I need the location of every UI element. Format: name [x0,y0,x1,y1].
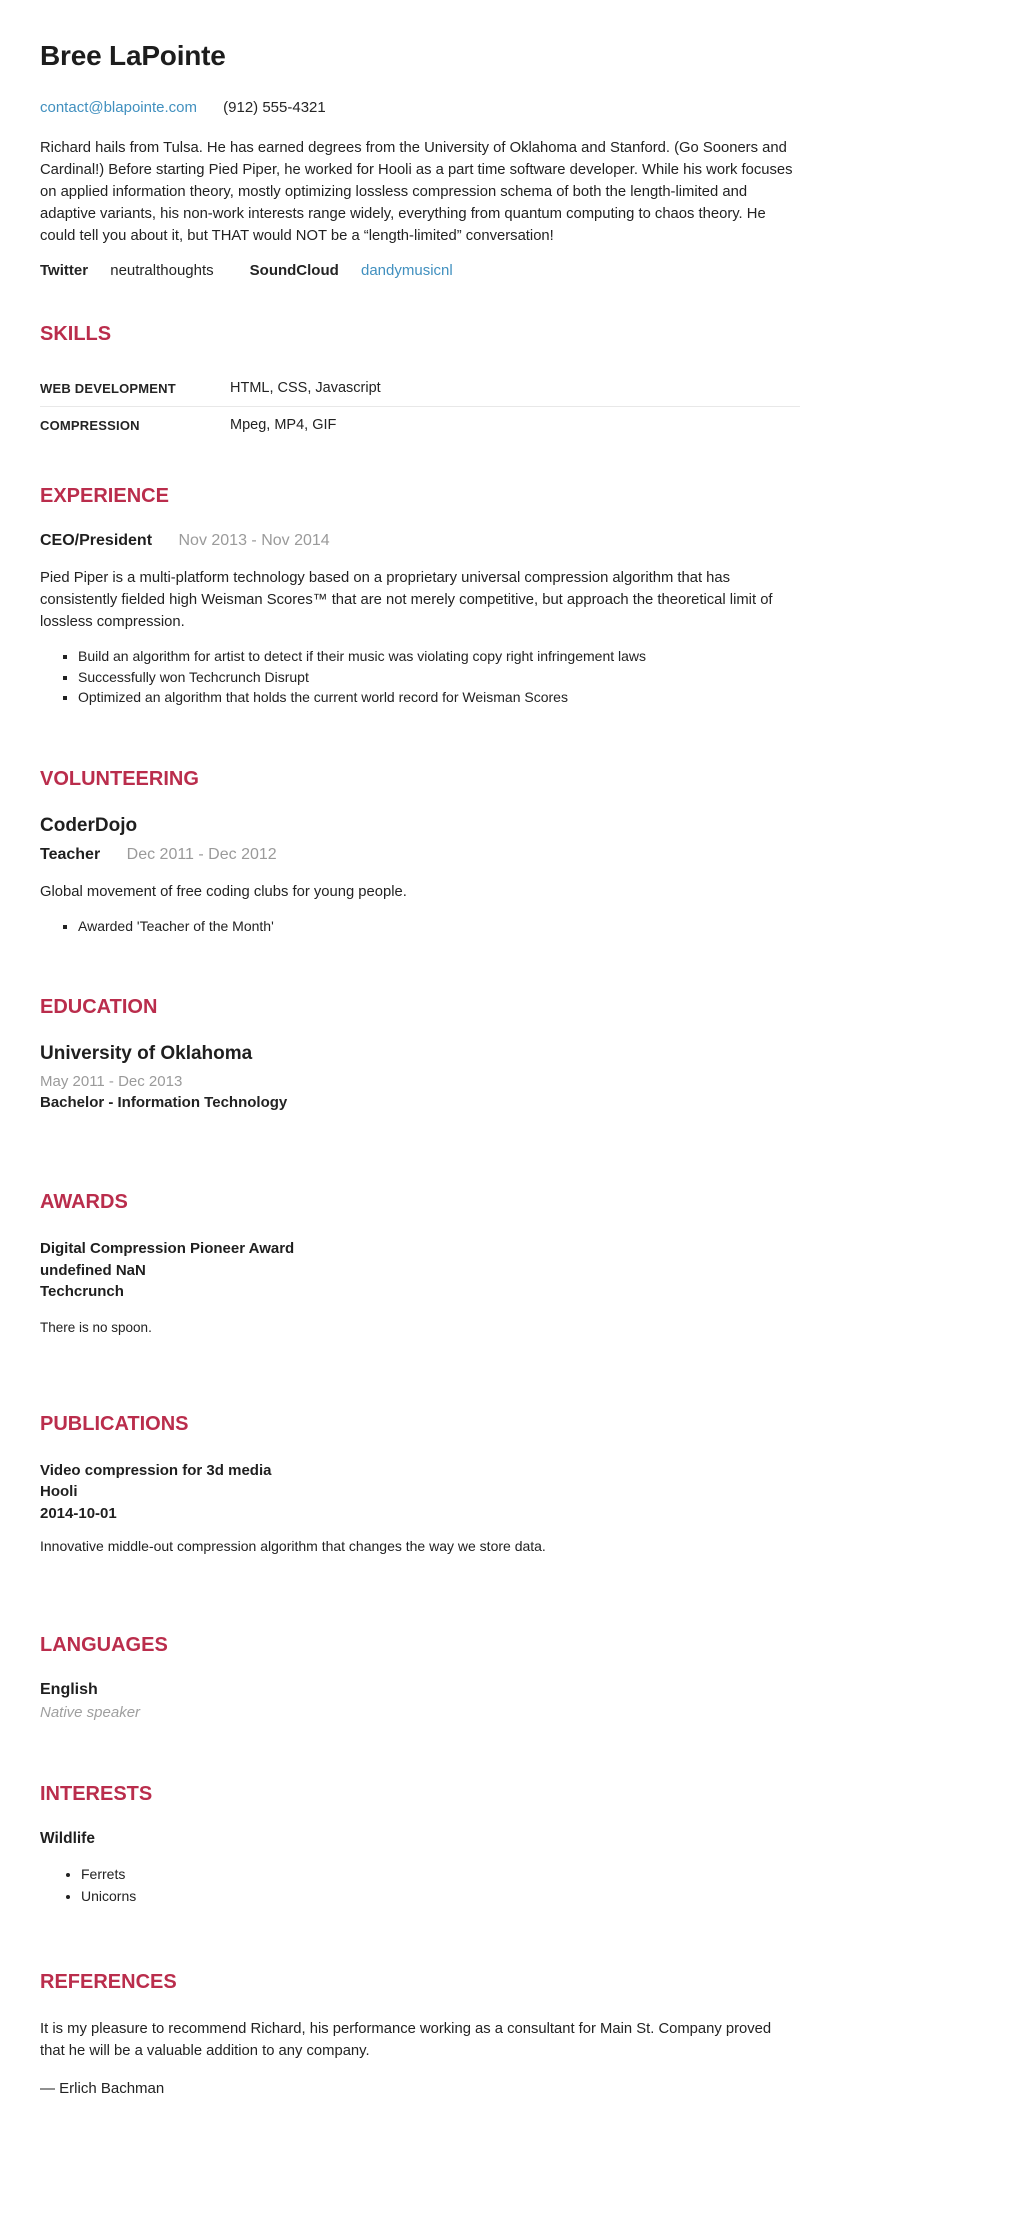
profile-username-link[interactable]: dandymusicnl [360,262,453,279]
social-profiles [40,262,800,279]
highlight-item: ▪ Optimized an algorithm that holds the current world record for Weisman Scores [78,687,800,708]
resume-header [40,40,800,279]
section-title-experience: EXPERIENCE [40,485,169,507]
award-summary: There is no spoon. [40,1319,152,1335]
reference-text: It is my pleasure to recommend Richard, his performance working as a consultant for Main St. Company proved that he will be a valuable addition to any company. [40,2021,772,2059]
volunteer-organization: CoderDojo [40,814,138,836]
education-institution: University of Oklahoma [40,1043,253,1064]
volunteer-position: Teacher [40,845,101,863]
section-title-publications: PUBLICATIONS [40,1412,189,1435]
reference-entry [40,2018,800,2097]
section-education [40,996,800,1111]
candidate-name: Bree LaPointe [40,40,226,71]
interest-keywords [40,1863,800,1907]
profile-network-label: Twitter [40,262,89,279]
award-date: undefined NaN [40,1261,146,1279]
award-awarder: Techcrunch [40,1283,124,1300]
highlight-item: ▪ Awarded 'Teacher of the Month' [78,916,800,937]
profile-soundcloud [250,262,453,279]
section-skills [40,323,800,443]
section-interests [40,1783,800,1907]
education-entry [40,1043,800,1111]
skills-table [40,370,800,443]
language-entry [40,1681,800,1721]
section-title-volunteering: VOLUNTEERING [40,767,199,790]
volunteer-entry [40,815,800,937]
language-name: English [40,1681,98,1698]
experience-entry [40,532,800,708]
publication-publisher: Hooli [40,1483,78,1500]
about-summary: Richard hails from Tulsa. He has earned degrees from the University of Oklahoma and Stanford. (Go Sooners and Cardinal!) Before starting Pied Piper, he worked for Hooli as a part time software developer. While his work focuses on applied information theory, mostly optimizing lossless compression schema of both the length-limited and adaptive variants, his non-work interests range widely, everything from quantum computing to chaos theory. He could tell you about it, but THAT would NOT be a “length-limited” conversation! [40,140,793,244]
job-head [40,532,800,550]
publication-summary: Innovative middle-out compression algorithm that changes the way we store data. [40,1538,546,1554]
award-name: Digital Compression Pioneer Award [40,1240,295,1257]
profile-username: neutralthoughts [110,262,214,279]
interest-entry [40,1830,800,1907]
skill-keywords: HTML, CSS, Javascript [230,380,381,396]
section-title-awards: AWARDS [40,1191,128,1213]
interest-name: Wildlife [40,1830,95,1847]
education-degree: Bachelor - Information Technology [40,1094,288,1111]
publication-name: Video compression for 3d media [40,1461,272,1479]
skill-row [40,370,800,407]
email-link[interactable]: contact@blapointe.com [40,99,197,116]
job-highlights [40,646,800,708]
profile-network-label: SoundCloud [249,262,339,279]
section-title-education: EDUCATION [40,996,158,1018]
skill-name: WEB DEVELOPMENT [40,380,176,396]
volunteer-highlights [40,916,800,937]
job-dates: Nov 2013 - Nov 2014 [178,532,330,549]
skill-keywords: Mpeg, MP4, GIF [230,417,337,433]
contact-row [40,99,800,116]
section-references [40,1971,800,2097]
publication-entry [40,1460,800,1555]
skill-name: COMPRESSION [40,417,140,433]
award-entry [40,1238,800,1335]
section-title-languages: LANGUAGES [40,1634,168,1656]
section-publications [40,1413,800,1555]
section-volunteering [40,768,800,937]
section-title-references: REFERENCES [40,1971,177,1993]
volunteer-head [40,846,800,864]
volunteer-summary: Global movement of free coding clubs for young people. [40,883,407,900]
phone-number: (912) 555-4321 [223,99,326,116]
highlight-item: ▪ Successfully won Techcrunch Disrupt [78,667,800,688]
section-title-interests: INTERESTS [40,1783,153,1805]
section-awards [40,1191,800,1335]
highlight-item: ▪ Build an algorithm for artist to detect if their music was violating copy right infringement laws [78,646,800,667]
publication-date: 2014-10-01 [40,1504,117,1522]
section-title-skills: SKILLS [40,323,112,345]
skill-row [40,407,800,443]
profile-twitter [40,262,214,279]
job-summary: Pied Piper is a multi-platform technology based on a proprietary universal compression algorithm that has consistently fielded high Weisman Scores™ that are not merely competitive, but approach the theoretical limit of lossless compression. [40,570,773,630]
section-languages [40,1634,800,1721]
volunteer-dates: Dec 2011 - Dec 2012 [126,845,277,863]
job-position: CEO/President [40,532,153,549]
section-experience [40,485,800,708]
language-fluency: Native speaker [40,1704,141,1721]
education-dates: May 2011 - Dec 2013 [40,1073,183,1090]
keyword-item: • Unicorns [81,1885,800,1907]
reference-name: — Erlich Bachman [40,2080,165,2097]
keyword-item: • Ferrets [81,1863,800,1885]
